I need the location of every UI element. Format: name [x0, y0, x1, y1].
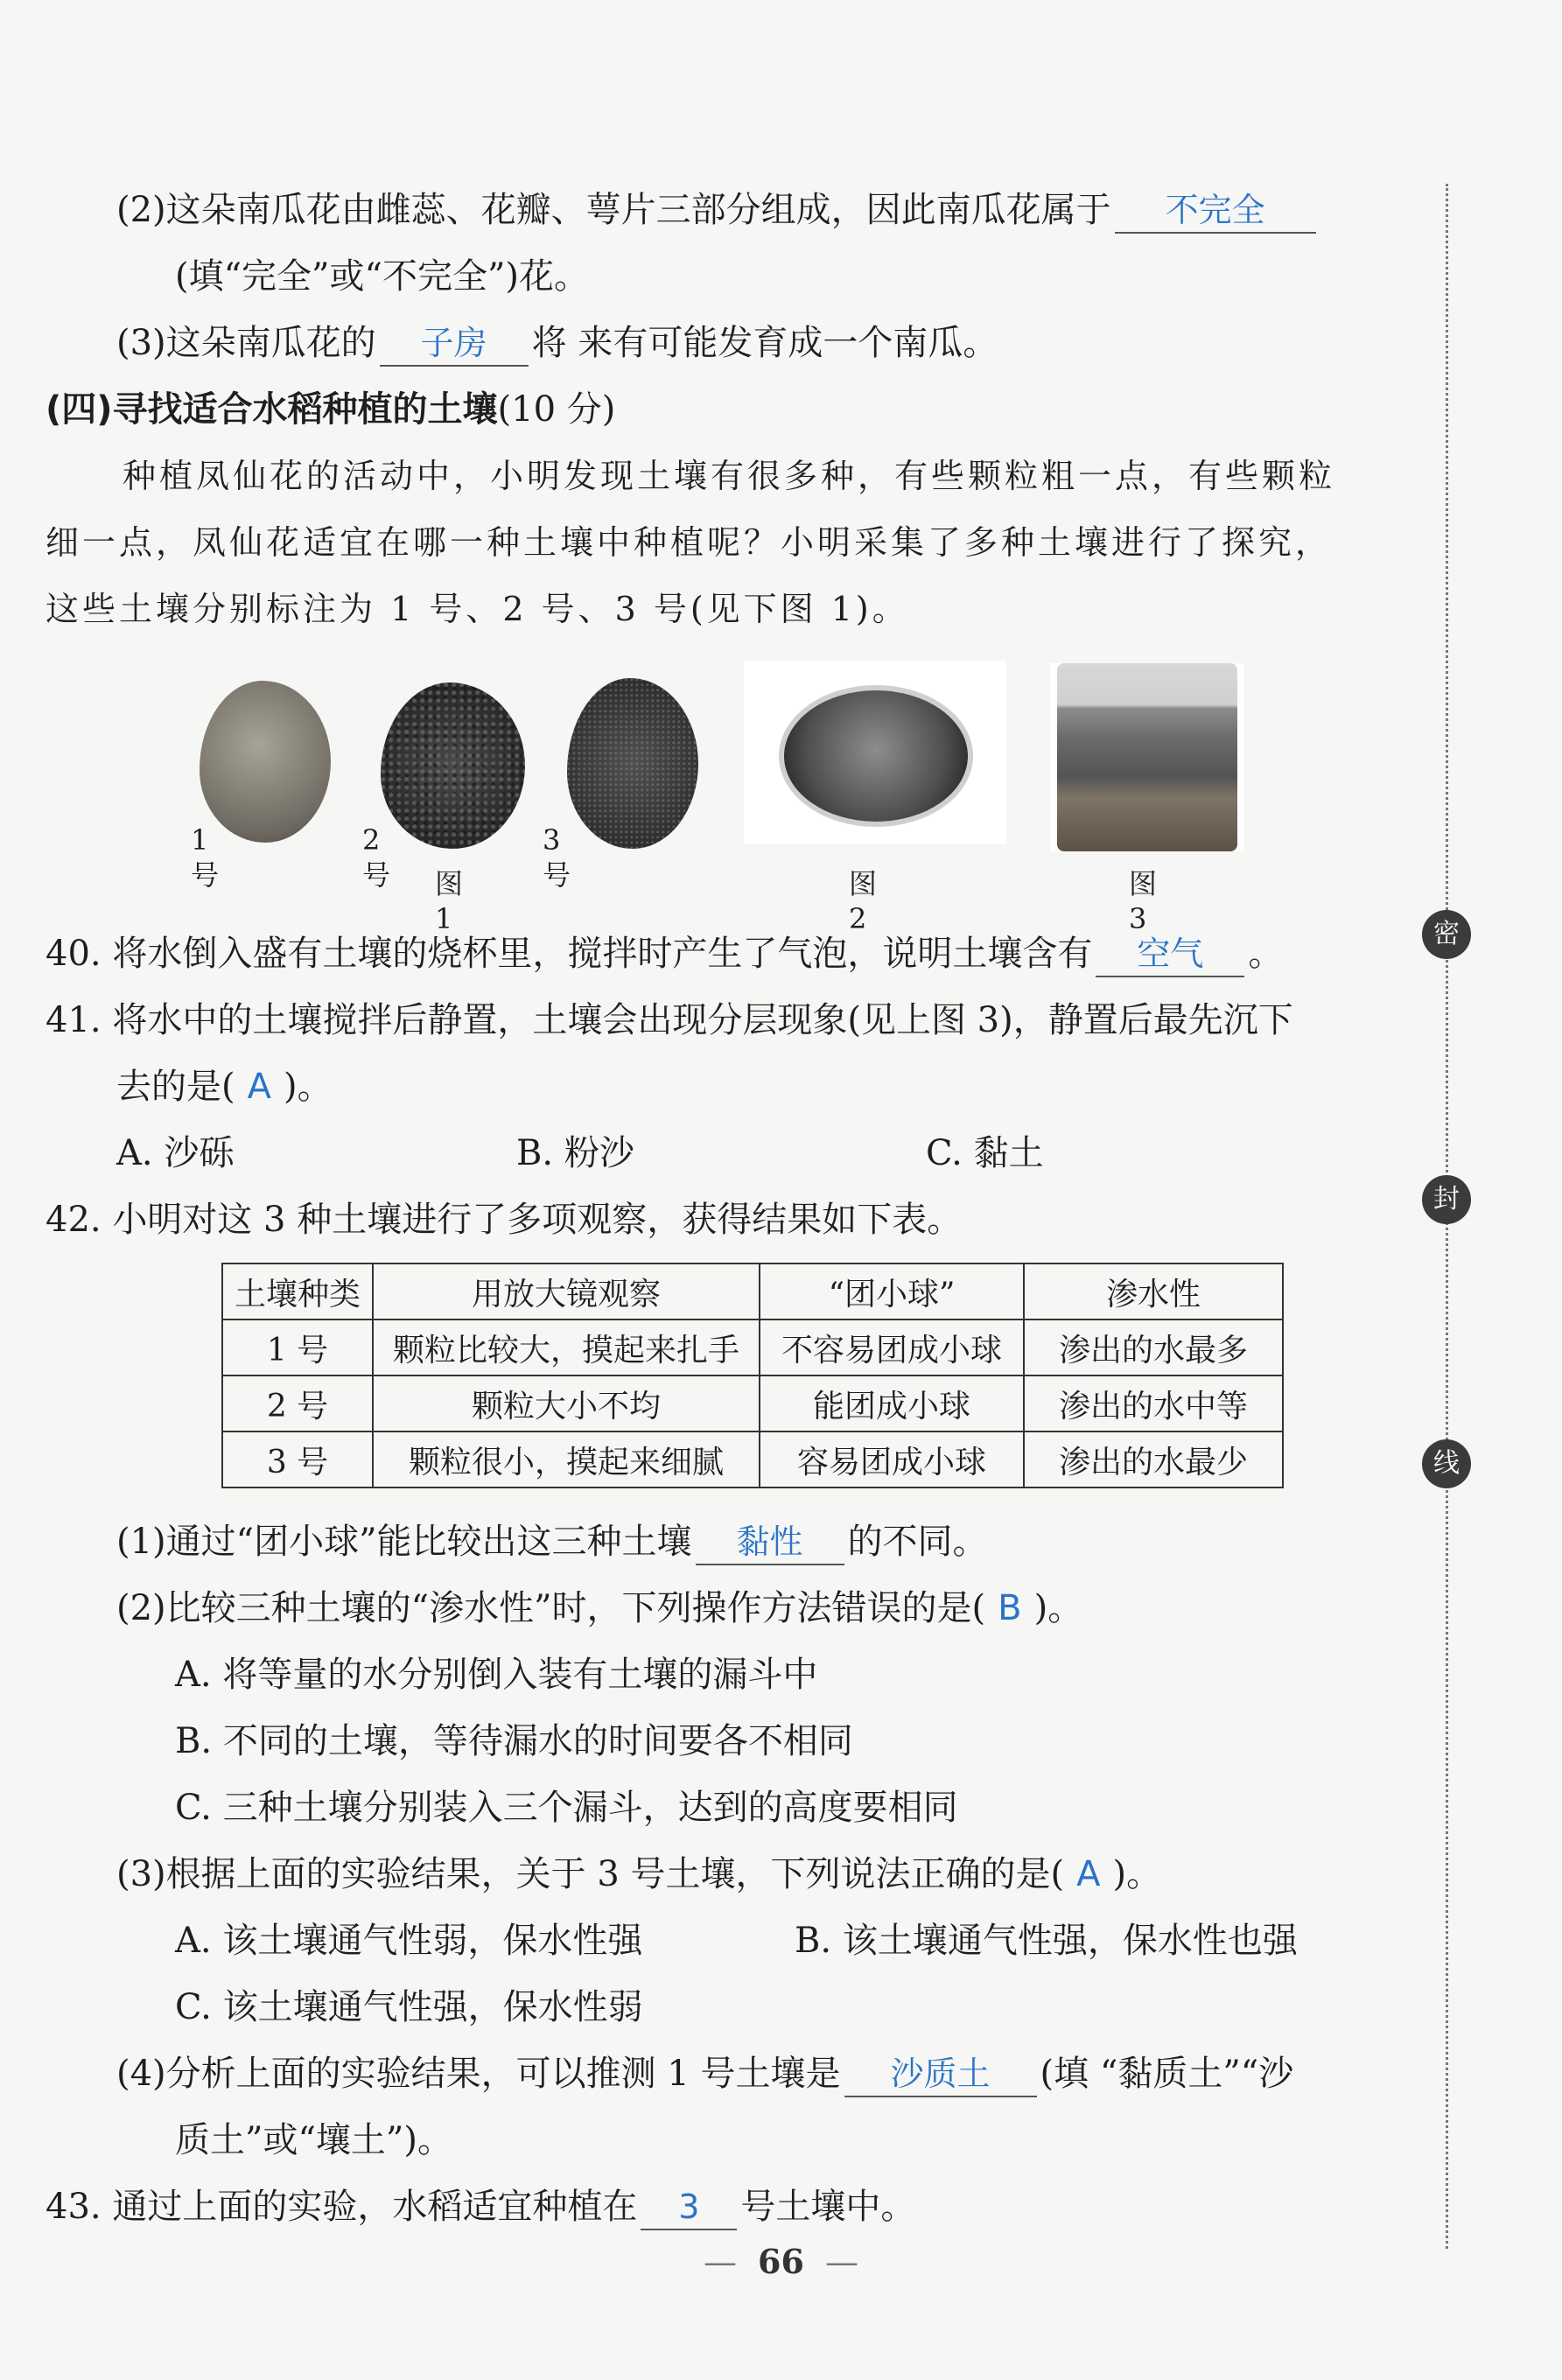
q39-part2-line2: (填“完全”或“不完全”)花。 [175, 256, 590, 297]
table-row [222, 1376, 1283, 1432]
soil-sample-2-image [381, 682, 525, 849]
q42-part3-answer: A [1076, 1854, 1101, 1894]
table-cell: 不容易团成小球 [760, 1320, 1024, 1376]
intro-line-2: 细一点，凤仙花适宜在哪一种土壤中种植呢？小明采集了多种土壤进行了探究， [46, 523, 1333, 562]
figure-3-caption: 图3 [1129, 867, 1158, 935]
q42-part3-option-a: A. 该土壤通气性弱，保水性强 [175, 1921, 643, 1961]
q42-part2-line: (2)比较三种土壤的“渗水性”时，下列操作方法错误的是( B )。 [116, 1588, 1083, 1628]
q39-part3-line: (3)这朵南瓜花的 子房 将 来有可能发育成一个南瓜。 [116, 318, 998, 368]
table-header-row [222, 1264, 1283, 1320]
beaker-with-bubbles-image [779, 685, 973, 827]
table-cell: 颗粒比较大，摸起来扎手 [373, 1320, 760, 1376]
figure-2-photo [744, 661, 1006, 844]
q42-line: 42. 小明对这 3 种土壤进行了多项观察，获得结果如下表。 [46, 1200, 963, 1240]
section-title: (四)寻找适合水稻种植的土壤(10 分) [46, 389, 616, 430]
q42-part2-option-c: C. 三种土壤分别装入三个漏斗，达到的高度要相同 [175, 1788, 958, 1828]
q43-line: 43. 通过上面的实验，水稻适宜种植在 3 号土壤中。 [46, 2182, 915, 2231]
table-cell: 渗出的水中等 [1024, 1376, 1283, 1432]
table-cell: 渗出的水最少 [1024, 1432, 1283, 1488]
soil-label-1: 1号 [191, 823, 220, 892]
seal-mark-mi: 密 [1422, 910, 1471, 959]
figure-3-photo [1050, 663, 1244, 851]
table-header-cell: 用放大镜观察 [373, 1264, 760, 1320]
q40-line: 40. 将水倒入盛有土壤的烧杯里，搅拌时产生了气泡，说明土壤含有 空气 。 [46, 929, 1283, 978]
figure-2-caption: 图2 [849, 867, 878, 935]
intro-line-3: 这些土壤分别标注为 1 号、2 号、3 号(见下图 1)。 [46, 590, 909, 628]
table-header-cell: 土壤种类 [222, 1264, 373, 1320]
q42-part1-answer: 黏性 [696, 1520, 844, 1565]
q42-part3-option-c: C. 该土壤通气性强，保水性弱 [175, 1987, 643, 2027]
q40-answer: 空气 [1096, 932, 1244, 977]
q41-answer: A [247, 1067, 271, 1107]
table-cell: 3 号 [222, 1432, 373, 1488]
q42-part2-option-a: A. 将等量的水分别倒入装有土壤的漏斗中 [175, 1655, 818, 1695]
q39-part3-answer: 子房 [380, 321, 529, 367]
table-header-cell: 渗水性 [1024, 1264, 1283, 1320]
table-cell: 2 号 [222, 1376, 373, 1432]
table-row [222, 1320, 1283, 1376]
seal-mark-feng: 封 [1422, 1175, 1471, 1224]
q42-part4-line-2: 质土”或“壤土”)。 [175, 2120, 452, 2160]
page-number: — 66 — [704, 2242, 858, 2281]
table-cell: 渗出的水最多 [1024, 1320, 1283, 1376]
q39-part2-answer: 不完全 [1115, 188, 1316, 234]
intro-line-1: 种植凤仙花的活动中，小明发现土壤有很多种，有些颗粒粗一点，有些颗粒 [123, 457, 1336, 495]
q41-option-a: A. 沙砾 [116, 1133, 235, 1173]
table-cell: 容易团成小球 [760, 1432, 1024, 1488]
q42-part1-line: (1)通过“团小球”能比较出这三种土壤 黏性 的不同。 [116, 1517, 988, 1566]
soil-sample-1-image [200, 681, 331, 843]
q42-part4-line-1: (4)分析上面的实验结果，可以推测 1 号土壤是 沙质土 (填 “黏质土”“沙 [116, 2049, 1293, 2098]
table-cell: 能团成小球 [760, 1376, 1024, 1432]
q42-part4-answer: 沙质土 [844, 2052, 1037, 2097]
settled-soil-beaker-image [1057, 663, 1237, 851]
soil-sample-3-image [567, 678, 698, 849]
q42-part3-option-b: B. 该土壤通气性强，保水性也强 [795, 1921, 1298, 1961]
figure-1-caption: 图1 [435, 867, 464, 935]
q41-option-b: B. 粉沙 [516, 1133, 634, 1173]
soil-label-2: 2号 [362, 823, 391, 892]
q41-line-1: 41. 将水中的土壤搅拌后静置，土壤会出现分层现象(见上图 3)，静置后最先沉下 [46, 1000, 1293, 1040]
q39-part2-line1: (2)这朵南瓜花由雌蕊、花瓣、萼片三部分组成，因此南瓜花属于 不完全 [116, 186, 1320, 234]
q42-part2-answer: B [998, 1588, 1022, 1628]
table-cell: 颗粒大小不均 [373, 1376, 760, 1432]
q42-part2-option-b: B. 不同的土壤，等待漏水的时间要各不相同 [175, 1721, 853, 1761]
table-row [222, 1432, 1283, 1488]
seal-mark-xian: 线 [1422, 1439, 1471, 1488]
table-cell: 颗粒很小，摸起来细腻 [373, 1432, 760, 1488]
table-cell: 1 号 [222, 1320, 373, 1376]
soil-label-3: 3号 [543, 823, 571, 892]
q41-line-2: 去的是( A )。 [116, 1067, 333, 1107]
q42-part3-line: (3)根据上面的实验结果，关于 3 号土壤，下列说法正确的是( A )。 [116, 1854, 1162, 1894]
table-header-cell: “团小球” [760, 1264, 1024, 1320]
q43-answer: 3 [641, 2185, 737, 2230]
q41-option-c: C. 黏土 [926, 1133, 1044, 1173]
soil-observation-table [221, 1263, 1284, 1488]
